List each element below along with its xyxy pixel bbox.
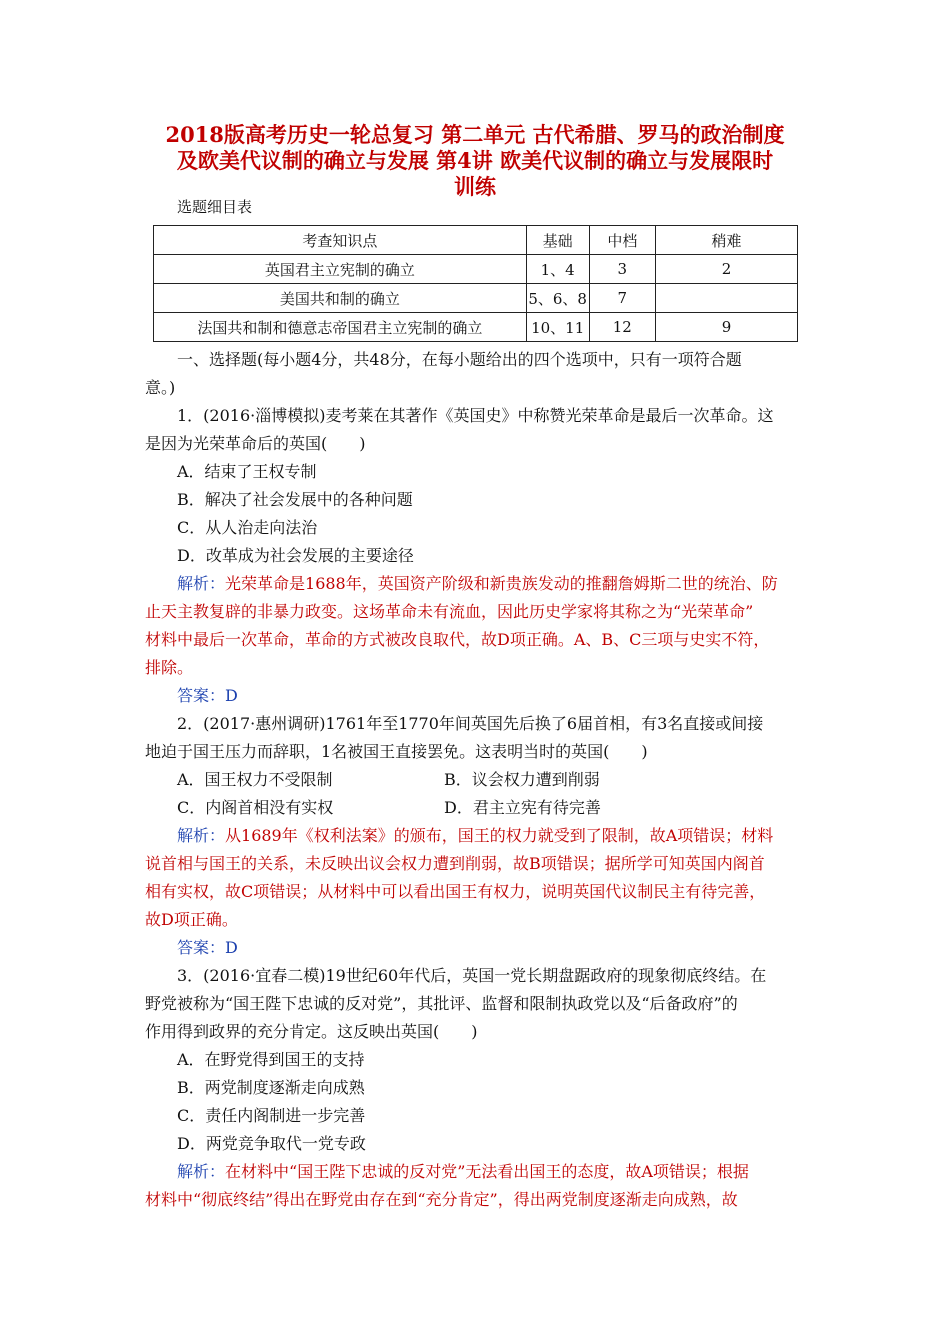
q1-explanation-line-4: 排除。 (145, 658, 194, 677)
q3-option-a: A．在野党得到国王的支持 (177, 1050, 365, 1069)
q2-explanation-line-3: 相有实权，故C项错误；从材料中可以看出国王有权力，说明英国代议制民主有待完善， (145, 882, 766, 901)
q1-stem-line-1: 1．(2016·淄博模拟)麦考莱在其著作《英国史》中称赞光荣革命是最后一次革命。这 (177, 406, 774, 425)
q2-explanation-line-4: 故D项正确。 (145, 910, 238, 929)
section-heading-line-2: 意。) (145, 378, 176, 397)
table-cell (656, 284, 798, 313)
explanation-text: 从1689年《权利法案》的颁布，国王的权力就受到了限制，故A项错误；材料 (225, 826, 774, 845)
q1-option-d: D．改革成为社会发展的主要途径 (177, 546, 414, 565)
table-cell: 3 (589, 255, 656, 284)
q1-stem-line-2: 是因为光荣革命后的英国( ) (145, 434, 366, 453)
q3-explanation-line-1 (177, 1159, 749, 1182)
document-title (130, 122, 820, 200)
table-header-cell: 中档 (589, 226, 656, 255)
q3-option-d: D．两党竞争取代一党专政 (177, 1134, 366, 1153)
table-cell: 英国君主立宪制的确立 (154, 255, 527, 284)
table-cell: 7 (589, 284, 656, 313)
table-cell: 10、11 (526, 313, 589, 342)
q3-option-b: B．两党制度逐渐走向成熟 (177, 1078, 365, 1097)
q3-stem-line-3: 作用得到政界的充分肯定。这反映出英国( ) (145, 1022, 478, 1041)
table-row (154, 313, 798, 342)
q3-stem-line-1: 3．(2016·宜春二模)19世纪60年代后，英国一党长期盘踞政府的现象彻底终结。在 (177, 966, 767, 985)
q1-option-b: B．解决了社会发展中的各种问题 (177, 490, 413, 509)
q3-stem-line-2: 野党被称为“国王陛下忠诚的反对党”，其批评、监督和限制执政党以及“后备政府”的 (145, 994, 738, 1013)
q2-explanation-line-1 (177, 823, 773, 846)
explanation-text: 在材料中“国王陛下忠诚的反对党”无法看出国王的态度，故A项错误；根据 (225, 1162, 749, 1181)
table-header-cell: 考查知识点 (154, 226, 527, 255)
table-header-cell: 基础 (526, 226, 589, 255)
q2-option-b: B．议会权力遭到削弱 (444, 770, 600, 789)
q2-answer: 答案：D (177, 938, 238, 957)
q2-explanation-line-2: 说首相与国王的关系，未反映出议会权力遭到削弱，故B项错误；据所学可知英国内阁首 (145, 854, 765, 873)
q1-option-a: A．结束了王权专制 (177, 462, 317, 481)
explanation-text: 光荣革命是1688年，英国资产阶级和新贵族发动的推翻詹姆斯二世的统治、防 (225, 574, 778, 593)
q2-option-a: A．国王权力不受限制 (177, 770, 333, 789)
explanation-label: 解析： (177, 1162, 226, 1181)
q2-stem-line-1: 2．(2017·惠州调研)1761年至1770年间英国先后换了6届首相，有3名直接或间接 (177, 714, 764, 733)
table-caption: 选题细目表 (177, 198, 253, 216)
section-heading-line-1: 一、选择题(每小题4分，共48分，在每小题给出的四个选项中，只有一项符合题 (177, 350, 742, 369)
q1-explanation-line-2: 止天主教复辟的非暴力政变。这场革命未有流血，因此历史学家将其称之为“光荣革命” (145, 602, 754, 621)
q2-option-c: C．内阁首相没有实权 (177, 798, 334, 817)
table-cell: 1、4 (526, 255, 589, 284)
explanation-label: 解析： (177, 574, 226, 593)
topic-table (153, 225, 798, 342)
table-header-cell: 稍难 (656, 226, 798, 255)
table-cell: 法国共和制和德意志帝国君主立宪制的确立 (154, 313, 527, 342)
title-line-3: 训练 (454, 174, 496, 199)
table-cell: 12 (589, 313, 656, 342)
q2-option-d: D．君主立宪有待完善 (444, 798, 601, 817)
table-cell: 美国共和制的确立 (154, 284, 527, 313)
table-cell: 9 (656, 313, 798, 342)
q1-explanation-line-3: 材料中最后一次革命，革命的方式被改良取代，故D项正确。A、B、C三项与史实不符， (145, 630, 770, 649)
table-row (154, 255, 798, 284)
q3-option-c: C．责任内阁制进一步完善 (177, 1106, 366, 1125)
table-row (154, 284, 798, 313)
q2-stem-line-2: 地迫于国王压力而辞职，1名被国王直接罢免。这表明当时的英国( ) (145, 742, 648, 761)
title-line-2: 及欧美代议制的确立与发展 第4讲 欧美代议制的确立与发展限时 (176, 148, 774, 173)
explanation-label: 解析： (177, 826, 226, 845)
table-cell: 2 (656, 255, 798, 284)
q3-explanation-line-2: 材料中“彻底终结”得出在野党由存在到“充分肯定”，得出两党制度逐渐走向成熟，故 (145, 1190, 738, 1209)
table-cell: 5、6、8 (526, 284, 589, 313)
title-line-1: 2018版高考历史一轮总复习 第二单元 古代希腊、罗马的政治制度 (165, 122, 785, 147)
q1-explanation-line-1 (177, 571, 778, 594)
q1-option-c: C．从人治走向法治 (177, 518, 318, 537)
q1-answer: 答案：D (177, 686, 238, 705)
table-header-row (154, 226, 798, 255)
